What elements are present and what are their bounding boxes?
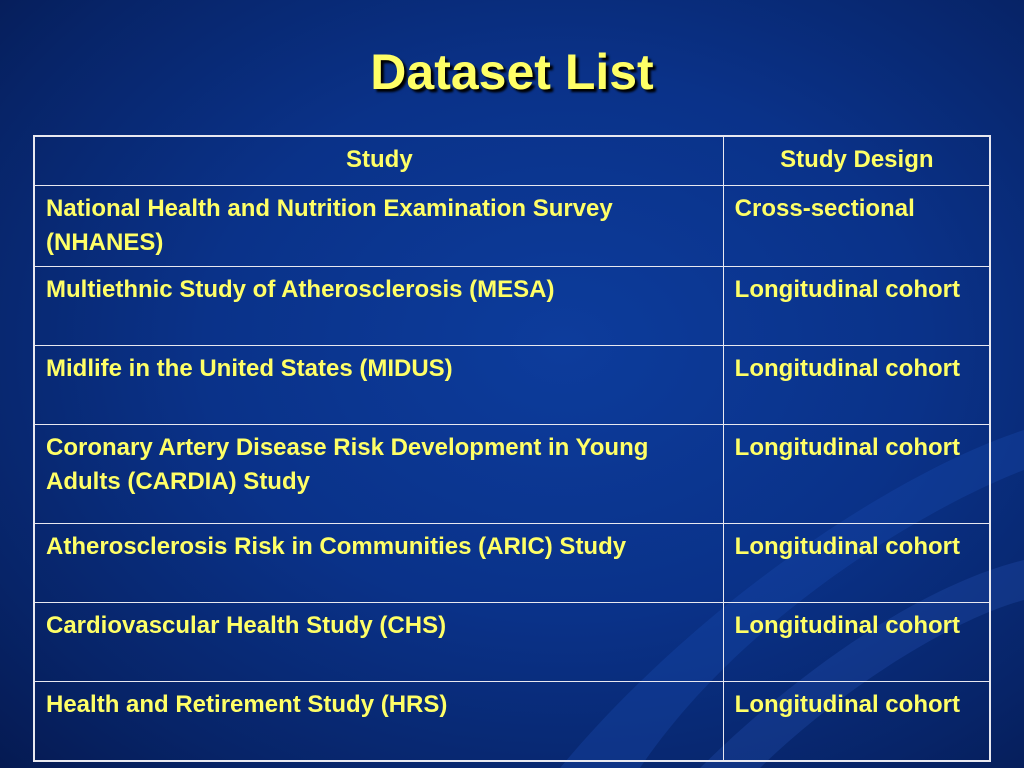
study-cell: Atherosclerosis Risk in Communities (ARIC) Study (34, 524, 723, 603)
study-cell: Midlife in the United States (MIDUS) (34, 346, 723, 425)
slide-title: Dataset List (370, 44, 654, 100)
design-cell: Longitudinal cohort (723, 267, 990, 346)
column-header-study: Study (34, 136, 723, 186)
table-row (34, 346, 990, 425)
dataset-table (33, 135, 991, 762)
table-row (34, 267, 990, 346)
column-header-study-design: Study Design (723, 136, 990, 186)
study-cell: Health and Retirement Study (HRS) (34, 682, 723, 762)
design-cell: Longitudinal cohort (723, 346, 990, 425)
table-row (34, 682, 990, 762)
design-cell: Cross-sectional (723, 186, 990, 267)
study-cell: Multiethnic Study of Atherosclerosis (MESA) (34, 267, 723, 346)
table-row (34, 425, 990, 524)
study-cell: National Health and Nutrition Examination Survey (NHANES) (34, 186, 723, 267)
study-cell: Coronary Artery Disease Risk Development in Young Adults (CARDIA) Study (34, 425, 723, 524)
design-cell: Longitudinal cohort (723, 603, 990, 682)
design-cell: Longitudinal cohort (723, 682, 990, 762)
table-row (34, 524, 990, 603)
table-row (34, 186, 990, 267)
table-header-row (34, 136, 990, 186)
study-cell: Cardiovascular Health Study (CHS) (34, 603, 723, 682)
table-row (34, 603, 990, 682)
design-cell: Longitudinal cohort (723, 524, 990, 603)
design-cell: Longitudinal cohort (723, 425, 990, 524)
